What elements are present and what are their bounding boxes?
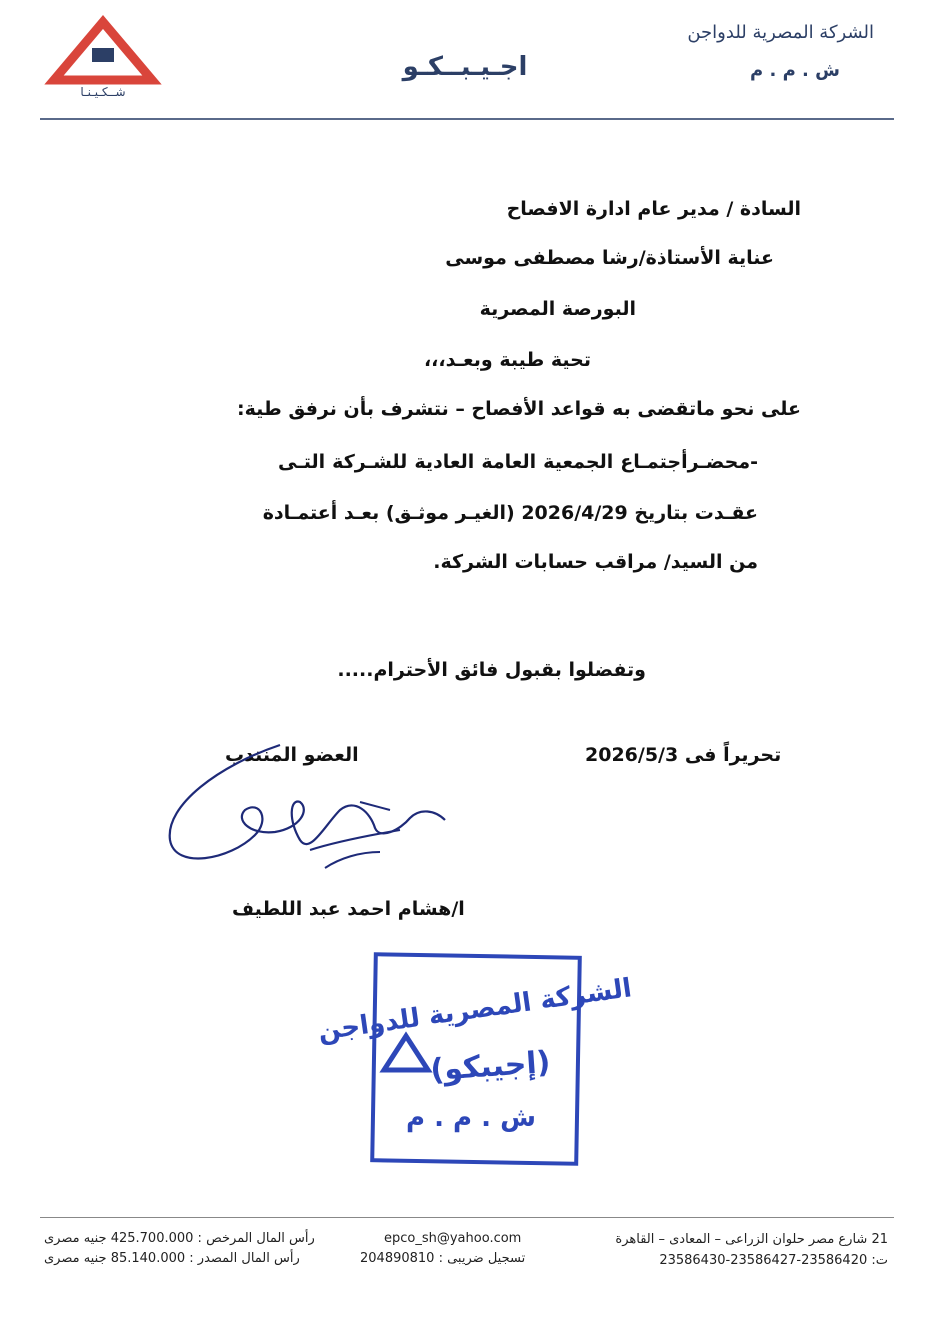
brand-name: اجـيـبــكـو (402, 52, 528, 82)
stamp-line-2: (إجيبكو) (429, 1044, 552, 1089)
recipient-line-1: السادة / مدير عام ادارة الافصاح (506, 198, 801, 220)
footer-phones: ت: 23586420-23586427-23586430 (659, 1253, 888, 1268)
company-logo (48, 18, 158, 100)
header-divider (40, 118, 894, 120)
footer-tax-registration: تسجيل ضريبى : 204890810 (360, 1251, 526, 1266)
date-line: تحريراً فى 2026/5/3 (585, 744, 782, 766)
stamp-line-1: الشركة المصرية للدواجن (316, 973, 634, 1047)
footer-divider (40, 1217, 894, 1218)
intro-line: على نحو ماتقضى به قواعد الأفصاح – نتشرف بأن نرفق طية: (236, 398, 801, 420)
company-type: ش . م . م (750, 60, 840, 81)
signer-name: ا/هشام احمد عبد اللطيف (232, 898, 465, 920)
item-line-1: -محضـرأجتمـاع الجمعية العامة العادية للشـركة التـى (278, 451, 758, 473)
item-line-2: عقـدت بتاريخ 2026/4/29 (الغيـر موثـق) بعـد أعتمـادة (262, 502, 758, 524)
footer-address: 21 شارع مصر حلوان الزراعى – المعادى – القاهرة (615, 1232, 888, 1247)
closing: وتفضلوا بقبول فائق الأحترام..... (337, 659, 646, 681)
recipient-line-3: البورصة المصرية (479, 298, 636, 320)
item-line-3: من السيد/ مراقب حسابات الشركة. (433, 551, 758, 573)
logo-caption: شــكـيـنـا (80, 85, 126, 99)
handwritten-signature (160, 740, 460, 890)
signer-title: العضو المنتدب (225, 744, 359, 766)
footer-issued-capital: رأس المال المصدر : 85.140.000 جنيه مصرى (44, 1251, 300, 1266)
company-stamp (316, 948, 634, 1170)
recipient-line-2: عناية الأستاذة/رشا مصطفى موسى (445, 247, 774, 269)
footer-authorized-capital: رأس المال المرخص : 425.700.000 جنيه مصرى (44, 1231, 315, 1246)
stamp-line-3: ش . م . م (406, 1103, 536, 1133)
greeting: تحية طيبة وبعـد،،، (423, 349, 591, 371)
company-name: الشركة المصرية للدواجن (687, 22, 874, 43)
footer-email: epco_sh@yahoo.com (384, 1231, 522, 1246)
